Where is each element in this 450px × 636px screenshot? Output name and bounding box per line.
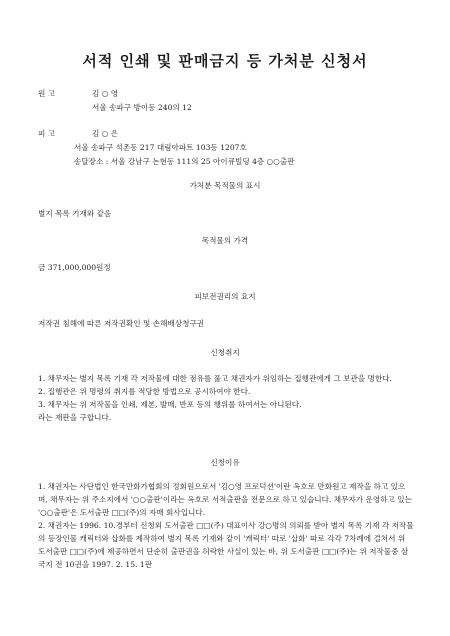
object-heading: 가처분 목적물의 표시 — [189, 181, 261, 190]
purpose-heading: 신청취지 — [210, 348, 240, 357]
reason-item: 1. 채권자는 사단법인 한국만화가협회의 정회원으로서 '김○영 프로덕션'이란 옥호로 만화원고 제작을 하고 있으며, 채무자는 위 주소지에서 '○○출판'이라는 옥호로 서적출판을 전문으로 하고 있습니다. 채무자가 운영하고 있는 '○○출판'은 도서출판 □□(주)의 자매 회사입니다. — [38, 482, 412, 517]
purpose-item: 2. 집행관은 위 명령의 취지를 적당한 방법으로 공시하여야 한다. — [38, 387, 251, 396]
reason-list — [38, 480, 414, 630]
right-heading: 피보전권리의 요지 — [194, 292, 256, 301]
right-text: 저작권 침해에 따른 저작권확인 및 손해배상청구권 — [38, 319, 205, 328]
plaintiff-name: 김 ○ 영 — [92, 89, 119, 98]
value-heading: 목적물의 가격 — [201, 236, 249, 245]
defendant-name: 김 ○ 은 — [92, 129, 119, 138]
reason-item: 2. 채권자는 1996. 10.경부터 신청외 도서출판 □□(주) 대표이사 강○명의 의뢰를 받아 별지 목록 기재 각 저작물의 등장인물 캐릭터와 삽화를 제작하여 별지 목록 기재와 같이 '캐릭터' 따로 '삽화' 따로 각각 7차례에 걸쳐서 위 도서출판 □□(주)에 제공하면서 단순히 출판권을 허락한 사실이 있는 바, 위 도서출판 □□(주)는 위 저작물중 삼국지 전 10권을 1997. 2. 15. 1판 — [38, 521, 414, 569]
object-text: 별지 목록 기재와 같음 — [38, 209, 112, 218]
plaintiff-address: 서울 송파구 방이동 240의 12 — [92, 103, 192, 112]
purpose-closing: 라는 재판을 구합니다. — [38, 413, 112, 422]
document-title: 서적 인쇄 및 판매금지 등 가처분 신청서 — [82, 52, 368, 70]
purpose-list — [38, 372, 414, 424]
defendant-address: 서울 송파구 석촌동 217 대림아파트 103동 1207호 — [74, 143, 247, 152]
plaintiff-label: 원 고 — [38, 89, 56, 98]
reason-heading: 신청이유 — [210, 458, 240, 467]
purpose-item: 3. 채무자는 위 저작물을 인쇄, 제본, 발매, 반포 등의 행위를 하여서는 아니된다. — [38, 400, 302, 409]
purpose-item: 1. 채무자는 별지 목록 기재 각 저작물에 대한 점유를 풀고 채권자가 위임하는 집행관에게 그 보관을 명한다. — [38, 374, 392, 383]
value-text: 금 371,000,000원정 — [38, 263, 111, 272]
defendant-service-address: 송달장소 : 서울 강남구 논현동 111의 25 아이큐빌딩 4층 ○○출판 — [74, 157, 295, 166]
defendant-label: 피 고 — [38, 129, 56, 138]
